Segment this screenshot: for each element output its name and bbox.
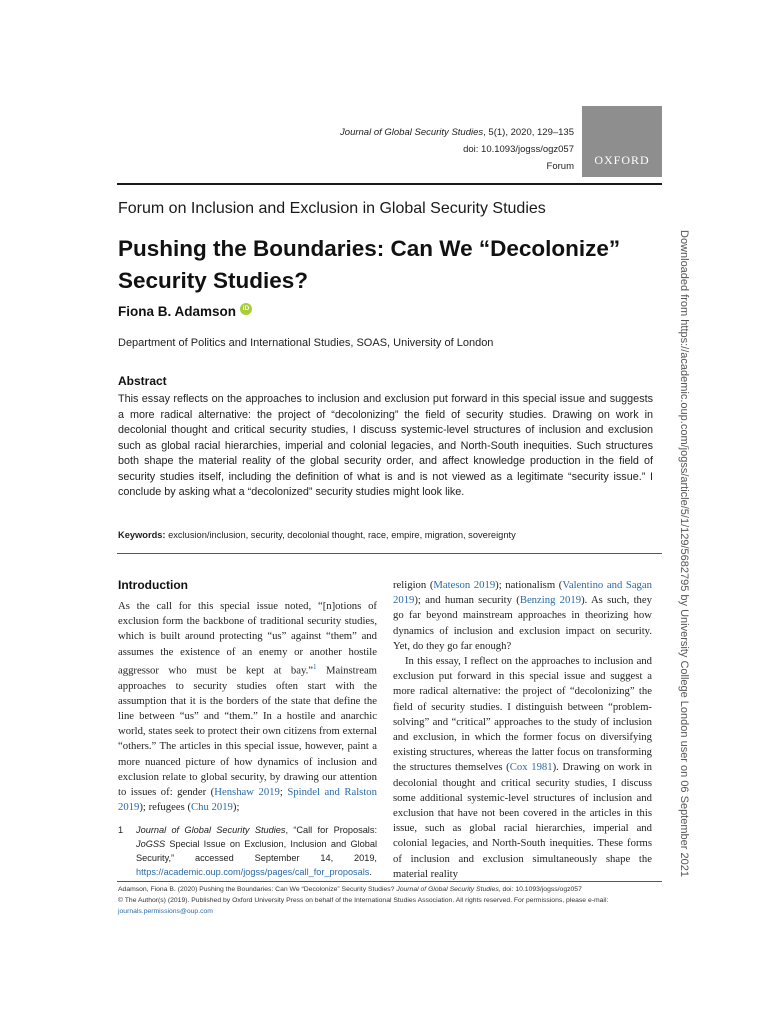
intro-paragraph-2 (393, 578, 652, 654)
text-run: religion ( (393, 579, 434, 591)
text-run: Special Issue on Exclusion, Inclusion and Global Security,” accessed September 14, 2019, (136, 839, 377, 864)
citation-chu[interactable]: Chu 2019 (191, 801, 233, 814)
citation-benzing[interactable]: Benzing 2019 (519, 594, 582, 607)
text-run: , doi: 10.1093/jogss/ogz057 (498, 886, 582, 893)
text-run: Adamson, Fiona B. (2020) Pushing the Boundaries: Can We “Decolonize” Security Studies? (118, 886, 397, 893)
journal-name: Journal of Global Security Studies (340, 127, 484, 138)
intro-heading: Introduction (118, 578, 188, 592)
copyright-line: © The Author(s) (2019). Published by Oxford University Press on behalf of the International Studies Association. All rights reserved. For permissions, please e-mail: (118, 897, 609, 904)
footnote (118, 823, 377, 879)
right-column (393, 578, 652, 882)
footer-divider (117, 881, 662, 882)
permissions-email[interactable]: journals.permissions@oup.com (118, 908, 213, 915)
citation-footer (118, 884, 666, 917)
footnote-text (136, 823, 377, 879)
author-line (118, 304, 252, 319)
abstract-body: This essay reflects on the approaches to inclusion and exclusion put forward in this special issue and suggests a more radical alternative: the project of “decolonizing” the field of security studies. Drawing on work in decolonial thought and critical security studies, I discuss systemic-level structures of inclusion and exclusion such as global racial hierarchies, imperial and colonial legacies, and North-South inequities. Such structures both shape the material reality of the global security order, and affect knowledge production in the field of security studies itself, including the definition of what is and is not viewed as a legitimate “security issue.” I conclude by asking what a “decolonized” security studies might look like. (118, 393, 653, 498)
text-run: ). As such, they go far beyond mainstream approaches in theorizing how dynamics of inclusion and exclusion impact on security. Yet, do they go far enough? (393, 594, 652, 652)
text-run: ); and human security ( (414, 594, 520, 607)
footnote-link[interactable]: https://academic.oup.com/jogss/pages/call_for_proposals (136, 867, 370, 878)
doi: doi: 10.1093/jogss/ogz057 (463, 144, 574, 155)
journal-meta (340, 124, 574, 175)
download-note: Downloaded from https://academic.oup.com/jogss/article/5/1/129/5682795 by University College London user on 06 September 2021 (678, 230, 690, 877)
forum-heading: Forum on Inclusion and Exclusion in Global Security Studies (118, 200, 546, 217)
intro-paragraph-1 (118, 599, 377, 815)
text-run: In this essay, I reflect on the approaches to inclusion and exclusion put forward in this special issue and suggest a more radical alternative: the project of “decolonizing” the field of security studies. I distinguish between “problem-solving” and “critical” approaches to the study of inclusion and exclusion, in which the former focus on diversifying existing structures, whereas the latter focus on transforming the structures themselves ( (393, 655, 652, 774)
oxford-logo (582, 106, 662, 177)
top-divider (117, 183, 662, 185)
text-run: ); nationalism ( (495, 579, 563, 591)
intro-paragraph-3 (393, 654, 652, 882)
citation-henshaw[interactable]: Henshaw 2019 (214, 786, 280, 798)
journal-issue: , 5(1), 2020, 129–135 (483, 127, 574, 138)
citation-line (118, 884, 666, 895)
text-run: ); (232, 801, 240, 814)
citation-journal: Journal of Global Security Studies (396, 886, 499, 893)
author-name: Fiona B. Adamson (118, 304, 237, 319)
text-run: As the call for this special issue noted, “[n]otions of exclusion form the backbone of traditional security studies, which is built around protecting “us” against “them” and assumes the existence of an enemy or another hostile aggressor who must be kept at bay.” (118, 600, 377, 677)
orcid-icon[interactable]: iD (240, 303, 252, 315)
section-divider (117, 553, 662, 554)
text-run: Mainstream approaches to security studies often start with the assumption that it is the borders of the state that define the line between “us” and “them.” In a hostile and anarchic world, states seek to protect their own citizens from external “others.” The articles in this special issue, however, paint a more nuanced picture of how dynamics of inclusion and exclusion relate to global security, by drawing our attention to issues of: gender ( (118, 664, 377, 798)
footnote-number: 1 (118, 825, 124, 836)
text-run: ); refugees ( (139, 801, 192, 814)
text-run: ). Drawing on work in decolonial thought and critical security studies, I discuss some additional systemic-level structures of inclusion and exclusion that have not been covered in the articles in this issue, such as global racial hierarchies, imperial and colonial legacies, and North-South inequities. These forms of inclusion and exclusion simultaneously shape the material reality (393, 761, 652, 880)
footnote-jogss: JoGSS (136, 839, 166, 850)
text-run: ; (279, 786, 288, 798)
citation-valentino[interactable]: Valentino and Sagan 2019 (393, 579, 652, 607)
oxford-logo-text: OXFORD (594, 153, 650, 167)
abstract-heading: Abstract (118, 374, 167, 388)
footnote-journal: Journal of Global Security Studies (136, 825, 286, 836)
citation-cox[interactable]: Cox 1981 (509, 761, 553, 774)
keywords-label: Keywords: (118, 530, 166, 540)
article-title: Pushing the Boundaries: Can We “Decolonize” Security Studies? (118, 236, 621, 293)
section-label: Forum (546, 161, 574, 172)
affiliation: Department of Politics and International Studies, SOAS, University of London (118, 337, 494, 349)
keywords (118, 530, 663, 540)
citation-mateson[interactable]: Mateson 2019 (433, 579, 496, 591)
left-column (118, 578, 377, 879)
keywords-text: exclusion/inclusion, security, decolonial thought, race, empire, migration, sovereignty (165, 530, 516, 540)
text-run: . (369, 867, 372, 878)
citation-spindel[interactable]: Spindel and Ralston 2019 (118, 786, 377, 814)
footnote-ref[interactable]: 1 (313, 662, 317, 671)
text-run: , “Call for Proposals: (285, 825, 377, 836)
